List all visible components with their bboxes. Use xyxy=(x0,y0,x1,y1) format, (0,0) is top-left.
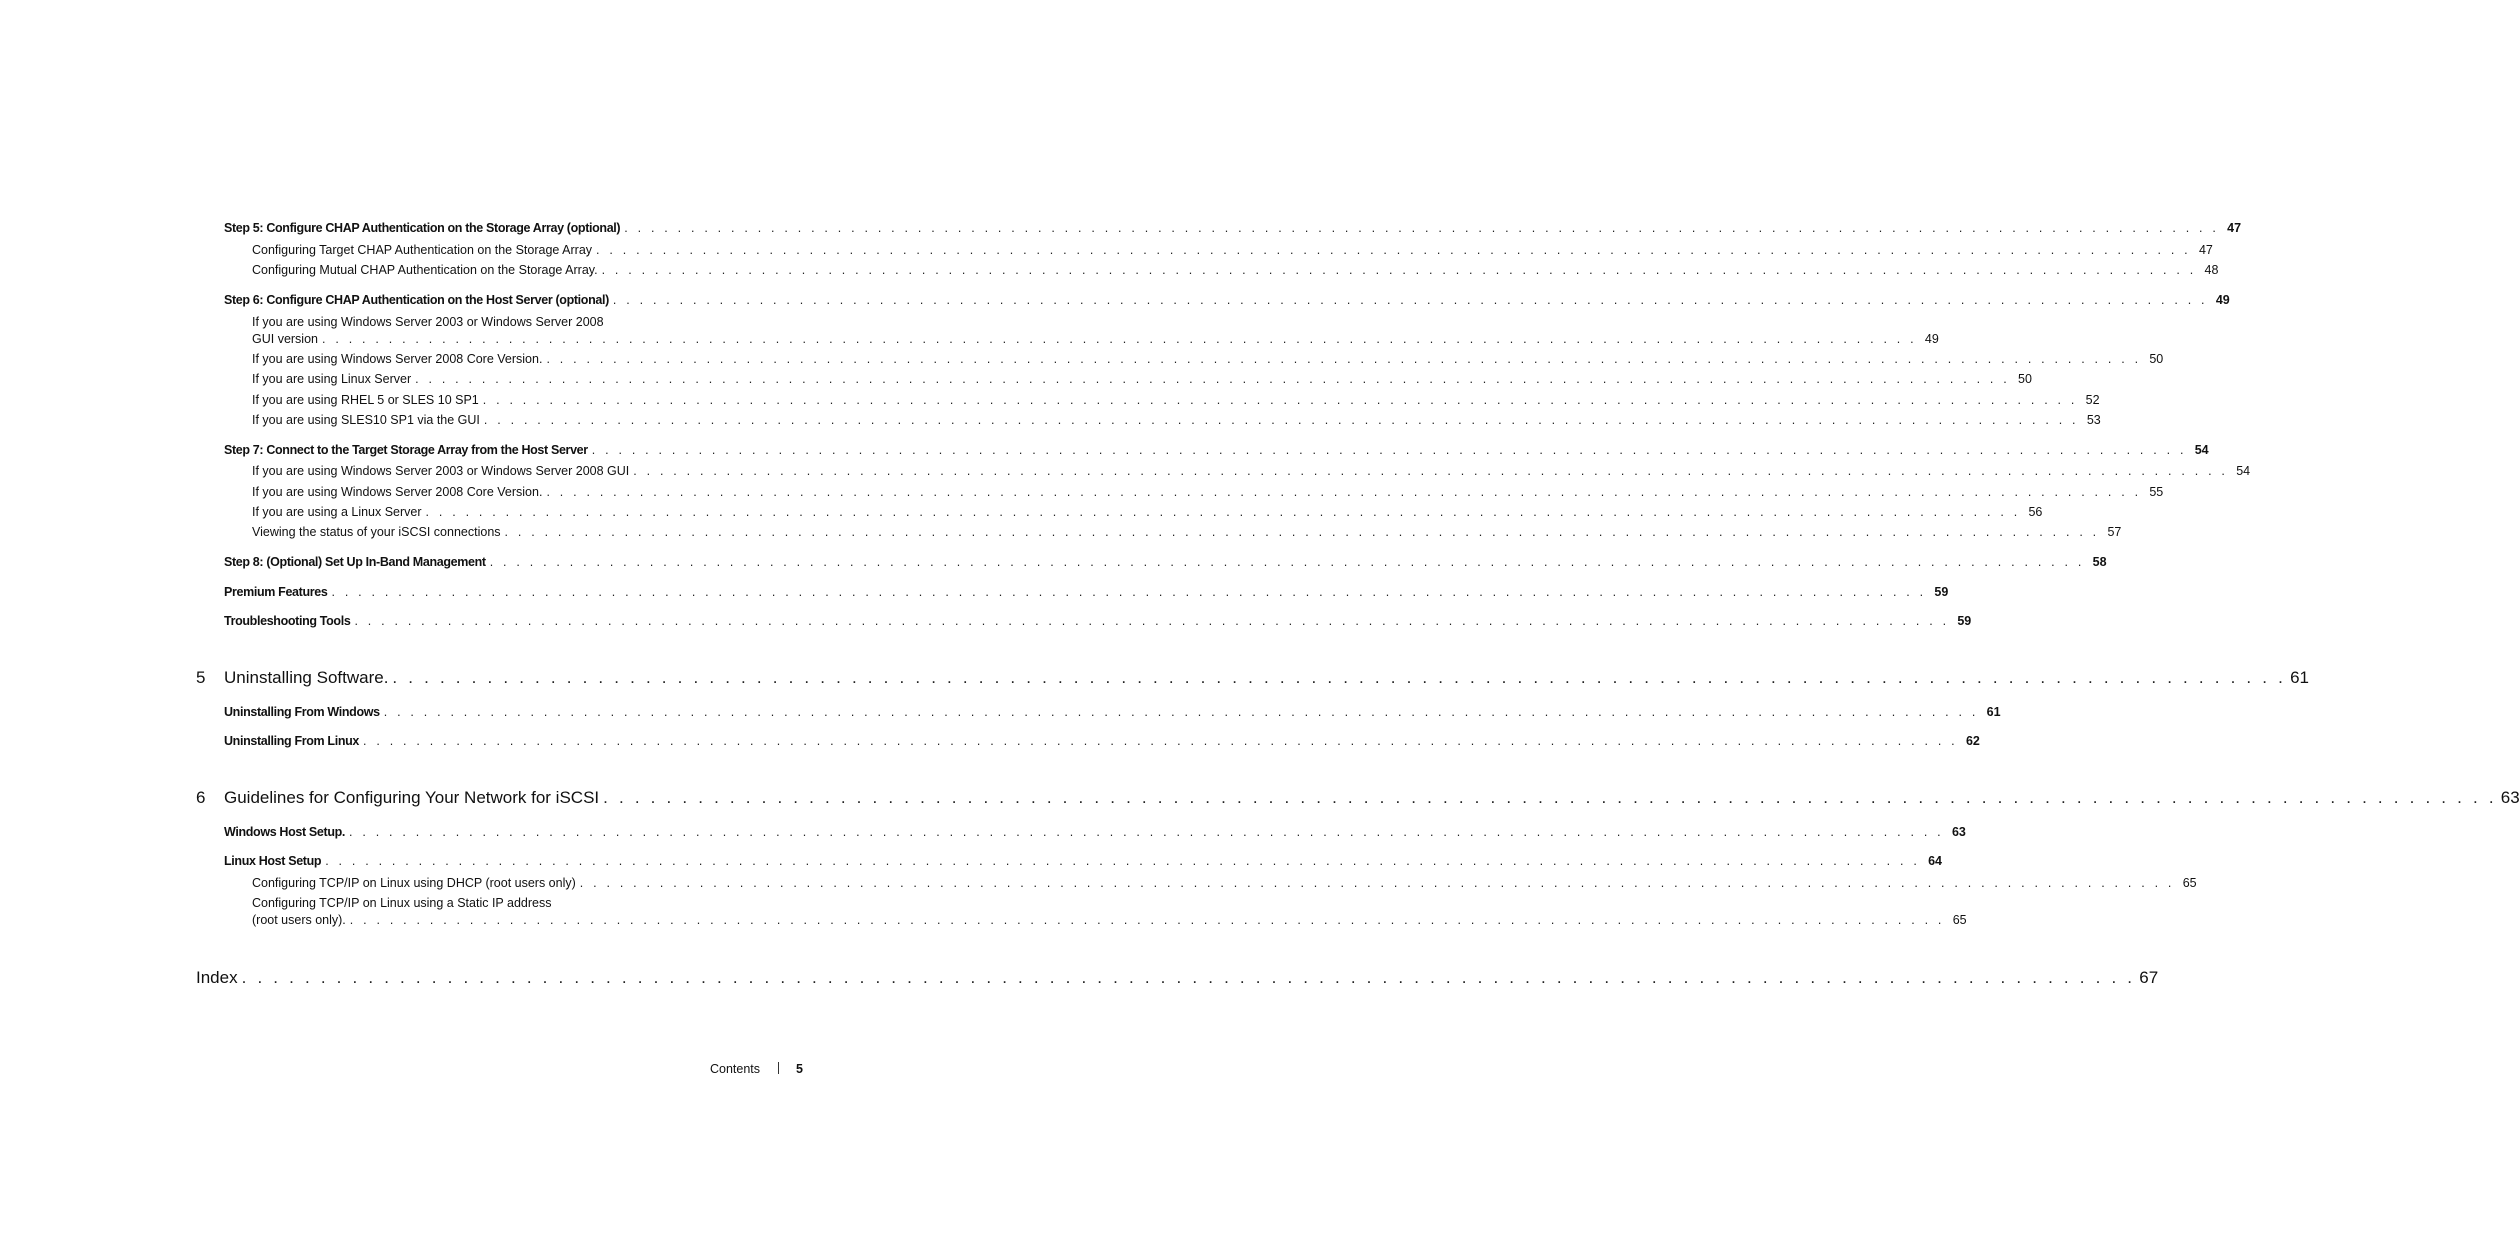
dot-leader: . . . . . . . . . . . . . . . . . . . . . . . . . . . . . . . . . . . . . . . . . . . . . . . . . . . . . . . . . . . . . . . . . . . . . . . . . . . . . . . . . . . . . . . . . . . . . . . . . . . . . . . . . . . . . . . . . . . . . . . . xyxy=(546,352,2142,366)
toc-subsection-entry[interactable] xyxy=(252,413,2101,427)
toc-entry-title: Step 5: Configure CHAP Authentication on the Storage Array (optional) xyxy=(224,221,621,235)
dot-leader: . . . . . . . . . . . . . . . . . . . . . . . . . . . . . . . . . . . . . . . . . . . . . . . . . . . . . . . . . . . . . . . . . . . . . . . . . . . . . . . . . . . . . . . . . . . . . . . . . . . . . . . . . . . . . . . . . . . . . . . . xyxy=(624,221,2220,235)
toc-page-number: 50 xyxy=(2018,372,2032,386)
toc-index-entry[interactable] xyxy=(196,968,2159,988)
dot-leader: . . . . . . . . . . . . . . . . . . . . . . . . . . . . . . . . . . . . . . . . . . . . . . . . . . . . . . . . . . . . . . . . . . . . . . . . . . . . . . . . . . . . . . . . . . . . . . . . . . . . . . . . . . . . . . . . . . . . . . . . xyxy=(596,243,2191,257)
toc-page-number: 48 xyxy=(2204,263,2219,277)
dot-leader: . . . . . . . . . . . . . . . . . . . . . . . . . . . . . . . . . . . . . . . . . . . . . . . . . . . . . . . . . . . . . . . . . . . . . . . . . . . . . . . . . . . . . . . . . . . . . . . . . . . . . . . . . . . . . . . . . . . . . . . . xyxy=(354,614,1950,628)
dot-leader: . . . . . . . . . . . . . . . . . . . . . . . . . . . . . . . . . . . . . . . . . . . . . . . . . . . . . . . . . . . . . . . . . . . . . . . . . . . . . . . . . . . . . . . . . . . . . . . . . . . . . . . . . . . . . . . . . . . . . . . . xyxy=(483,413,2079,427)
toc-page-number: 53 xyxy=(2086,413,2101,427)
toc-entry-title: Step 7: Connect to the Target Storage Array from the Host Server xyxy=(224,443,588,457)
dot-leader: . . . . . . . . . . . . . . . . . . . . . . . . . . . . . . . . . . . . . . . . . . . . . . . . . . . . . . . . . . . . . . . . . . . . . . . . . . . . . . . . . . . . . . . . . . . . . . . . . . . . . . . . . . . . . . . . . . . . . . . . xyxy=(482,393,2078,407)
toc-entry-title: Troubleshooting Tools xyxy=(224,614,351,628)
toc-subsection-entry[interactable] xyxy=(252,464,2251,478)
toc-page-number: 52 xyxy=(2085,393,2100,407)
toc-section-entry[interactable] xyxy=(224,614,1972,628)
toc-page-number: 61 xyxy=(1986,705,2001,719)
toc-section-entry[interactable] xyxy=(224,734,1980,748)
toc-page-number: 47 xyxy=(2227,221,2242,235)
toc-page-number: 54 xyxy=(2236,464,2251,478)
dot-leader: . . . . . . . . . . . . . . . . . . . . . . . . . . . . . . . . . . . . . . . . . . . . . . . . . . . . . . . . . . . . . . . . . . . . . . . . . . . . . . . . . . . . . . . . . . . . . . . . . . . . . . . . . . . . . . . . . . . . . . . . xyxy=(349,825,1944,839)
toc-section-entry[interactable] xyxy=(224,854,1943,868)
toc-entry-title: Step 6: Configure CHAP Authentication on the Host Server (optional) xyxy=(224,293,609,307)
dot-leader: . . . . . . . . . . . . . . . . . . . . . . . . . . . . . . . . . . . . . . . . . . . . . . . . . . . . . . . . . . . . . . . . . . . . . . . . . . . . . . . . . . . . . . . . . . . . . . . . . . . . . . . . . . . . . . . . . . . . . . . . xyxy=(331,585,1927,599)
dot-leader: . . . . . . . . . . . . . . . . . . . . . . . . . . . . . . . . . . . . . . . . . . . . . . . . . . . . . . . . . . . . . . . . . . . . . . . . . . . . . . . . . . . . . . . . . . . . . . . . . . . . . . . . . . . . . . . . . . . . . . . . xyxy=(363,734,1958,748)
toc-section-entry[interactable] xyxy=(224,293,2230,307)
toc-subsection-entry[interactable] xyxy=(252,525,2122,539)
toc-section-entry[interactable] xyxy=(224,555,2107,569)
toc-entry-title: If you are using Windows Server 2008 Core Version. xyxy=(252,485,543,499)
chapter-number: 6 xyxy=(196,788,206,807)
toc-entry-title: If you are using Windows Server 2003 or Windows Server 2008 GUI xyxy=(252,464,630,478)
dot-leader: . . . . . . . . . . . . . . . . . . . . . . . . . . . . . . . . . . . . . . . . . . . . . . . . . . . . . . . . . . . . . . . . . . . . . . . . . . . . . . . . . . . . . . . . . . . . . . . . . . . . . . . . . . . . . . . . . . . . . . . . xyxy=(241,968,2136,987)
toc-chapter-entry[interactable] xyxy=(196,668,2309,688)
toc-chapter-entry[interactable] xyxy=(196,788,2520,808)
toc-subsection-entry[interactable] xyxy=(252,393,2100,407)
toc-page-number: 65 xyxy=(2182,876,2197,890)
toc-subsection-entry[interactable] xyxy=(252,876,2197,890)
toc-entry-title: Viewing the status of your iSCSI connections xyxy=(252,525,501,539)
toc-entry-first-line: Configuring TCP/IP on Linux using a Static IP address xyxy=(252,896,552,910)
toc-page-number: 54 xyxy=(2194,443,2209,457)
toc-page-number: 62 xyxy=(1965,734,1980,748)
dot-leader: . . . . . . . . . . . . . . . . . . . . . . . . . . . . . . . . . . . . . . . . . . . . . . . . . . . . . . . . . . . . . . . . . . . . . . . . . . . . . . . . . . . . . . . . . . . . . . . . . . . . . . . . . . . . . . . . . . . . . . . . xyxy=(349,913,1945,927)
toc-page-number: 59 xyxy=(1957,614,1972,628)
toc-page-number: 63 xyxy=(2500,788,2520,807)
toc-entry-title: If you are using Linux Server xyxy=(252,372,412,386)
toc-entry-title: Uninstalling From Linux xyxy=(224,734,360,748)
toc-page-number: 59 xyxy=(1934,585,1949,599)
toc-page-number: 64 xyxy=(1928,854,1943,868)
toc-page-number: 63 xyxy=(1951,825,1966,839)
toc-subsection-entry[interactable] xyxy=(252,332,1939,346)
toc-entry-title: If you are using RHEL 5 or SLES 10 SP1 xyxy=(252,393,479,407)
toc-subsection-entry[interactable] xyxy=(252,352,2164,366)
toc-entry-title: Windows Host Setup. xyxy=(224,825,346,839)
toc-entry-title: Configuring Mutual CHAP Authentication on the Storage Array. xyxy=(252,263,598,277)
toc-page-number: 56 xyxy=(2028,505,2043,519)
toc-page-number: 47 xyxy=(2198,243,2213,257)
toc-section-entry[interactable] xyxy=(224,585,1949,599)
dot-leader: . . . . . . . . . . . . . . . . . . . . . . . . . . . . . . . . . . . . . . . . . . . . . . . . . . . . . . . . . . . . . . . . . . . . . . . . . . . . . . . . . . . . . . . . . . . . . . . . . . . . . . . . . . . . . . . . . . . . . . . . xyxy=(633,464,2229,478)
toc-page-number: 49 xyxy=(1924,332,1939,346)
dot-leader: . . . . . . . . . . . . . . . . . . . . . . . . . . . . . . . . . . . . . . . . . . . . . . . . . . . . . . . . . . . . . . . . . . . . . . . . . . . . . . . . . . . . . . . . . . . . . . . . . . . . . . . . . . . . . . . . . . . . . . . . xyxy=(579,876,2175,890)
toc-entry-title: Uninstalling Software. xyxy=(224,668,389,687)
toc-entry-title: Index xyxy=(196,968,238,987)
toc-entry-title: If you are using Windows Server 2008 Core Version. xyxy=(252,352,543,366)
dot-leader: . . . . . . . . . . . . . . . . . . . . . . . . . . . . . . . . . . . . . . . . . . . . . . . . . . . . . . . . . . . . . . . . . . . . . . . . . . . . . . . . . . . . . . . . . . . . . . . . . . . . . . . . . . . . . . . . . . . . . . . . xyxy=(612,293,2208,307)
dot-leader: . . . . . . . . . . . . . . . . . . . . . . . . . . . . . . . . . . . . . . . . . . . . . . . . . . . . . . . . . . . . . . . . . . . . . . . . . . . . . . . . . . . . . . . . . . . . . . . . . . . . . . . . . . . . . . . . . . . . . . . . xyxy=(504,525,2100,539)
toc-entry-title: If you are using SLES10 SP1 via the GUI xyxy=(252,413,480,427)
toc-entry-title: If you are using a Linux Server xyxy=(252,505,422,519)
toc-entry-title: Step 8: (Optional) Set Up In-Band Management xyxy=(224,555,486,569)
toc-subsection-entry[interactable] xyxy=(252,243,2213,257)
dot-leader: . . . . . . . . . . . . . . . . . . . . . . . . . . . . . . . . . . . . . . . . . . . . . . . . . . . . . . . . . . . . . . . . . . . . . . . . . . . . . . . . . . . . . . . . . . . . . . . . . . . . . . . . . . . . . . . . . . . . . . . . xyxy=(383,705,1979,719)
dot-leader: . . . . . . . . . . . . . . . . . . . . . . . . . . . . . . . . . . . . . . . . . . . . . . . . . . . . . . . . . . . . . . . . . . . . . . . . . . . . . . . . . . . . . . . . . . . . . . . . . . . . . . . . . . . . . . . . . . . . . . . . xyxy=(392,668,2287,687)
dot-leader: . . . . . . . . . . . . . . . . . . . . . . . . . . . . . . . . . . . . . . . . . . . . . . . . . . . . . . . . . . . . . . . . . . . . . . . . . . . . . . . . . . . . . . . . . . . . . . . . . . . . . . . . . . . . . . . . . . . . . . . . xyxy=(325,854,1921,868)
dot-leader: . . . . . . . . . . . . . . . . . . . . . . . . . . . . . . . . . . . . . . . . . . . . . . . . . . . . . . . . . . . . . . . . . . . . . . . . . . . . . . . . . . . . . . . . . . . . . . . . . . . . . . . . . . . . . . . . . . . . . . . . xyxy=(489,555,2085,569)
toc-section-entry[interactable] xyxy=(224,221,2242,235)
toc-page-number: 50 xyxy=(2149,352,2164,366)
dot-leader: . . . . . . . . . . . . . . . . . . . . . . . . . . . . . . . . . . . . . . . . . . . . . . . . . . . . . . . . . . . . . . . . . . . . . . . . . . . . . . . . . . . . . . . . . . . . . . . . . . . . . . . . . . . . . . . . . . . . . . . . xyxy=(546,485,2142,499)
toc-entry-title: (root users only). xyxy=(252,913,346,927)
toc-page-number: 57 xyxy=(2107,525,2122,539)
toc-section-entry[interactable] xyxy=(224,825,1966,839)
toc-page-number: 65 xyxy=(1952,913,1967,927)
toc-entry-title: Configuring Target CHAP Authentication on the Storage Array xyxy=(252,243,593,257)
toc-page-number: 58 xyxy=(2092,555,2107,569)
toc-section-entry[interactable] xyxy=(224,443,2209,457)
footer-separator xyxy=(778,1062,779,1074)
toc-subsection-entry[interactable] xyxy=(252,263,2219,277)
toc-section-entry[interactable] xyxy=(224,705,2001,719)
dot-leader: . . . . . . . . . . . . . . . . . . . . . . . . . . . . . . . . . . . . . . . . . . . . . . . . . . . . . . . . . . . . . . . . . . . . . . . . . . . . . . . . . . . . . . . . . . . . . . . . . . . . . . . . . . . . . . . . . . . . . . . . xyxy=(425,505,2021,519)
toc-subsection-entry[interactable] xyxy=(252,372,2032,386)
toc-subsection-entry[interactable] xyxy=(252,485,2164,499)
toc-page-number: 49 xyxy=(2215,293,2230,307)
toc-page-number: 55 xyxy=(2149,485,2164,499)
dot-leader: . . . . . . . . . . . . . . . . . . . . . . . . . . . . . . . . . . . . . . . . . . . . . . . . . . . . . . . . . . . . . . . . . . . . . . . . . . . . . . . . . . . . . . . . . . . . . . . . . . . . . . . . . . . . . . . . . . . . . . . . xyxy=(415,372,2010,386)
dot-leader: . . . . . . . . . . . . . . . . . . . . . . . . . . . . . . . . . . . . . . . . . . . . . . . . . . . . . . . . . . . . . . . . . . . . . . . . . . . . . . . . . . . . . . . . . . . . . . . . . . . . . . . . . . . . . . . . . . . . . . . . xyxy=(591,443,2187,457)
toc-subsection-entry[interactable] xyxy=(252,505,2043,519)
toc-page-number: 67 xyxy=(2139,968,2159,987)
page-footer xyxy=(710,1062,803,1076)
toc-entry-title: Configuring TCP/IP on Linux using DHCP (root users only) xyxy=(252,876,576,890)
toc-subsection-entry[interactable] xyxy=(252,913,1967,927)
toc-entry-title: Linux Host Setup xyxy=(224,854,322,868)
dot-leader: . . . . . . . . . . . . . . . . . . . . . . . . . . . . . . . . . . . . . . . . . . . . . . . . . . . . . . . . . . . . . . . . . . . . . . . . . . . . . . . . . . . . . . . . . . . . . . . . . . . . . . . . . . . . . . . . . . . . . . . . xyxy=(322,332,1917,346)
dot-leader: . . . . . . . . . . . . . . . . . . . . . . . . . . . . . . . . . . . . . . . . . . . . . . . . . . . . . . . . . . . . . . . . . . . . . . . . . . . . . . . . . . . . . . . . . . . . . . . . . . . . . . . . . . . . . . . . . . . . . . . . xyxy=(601,263,2197,277)
toc-entry-title: GUI version xyxy=(252,332,318,346)
chapter-number: 5 xyxy=(196,668,206,687)
footer-page-number: 5 xyxy=(796,1062,803,1076)
toc-entry-title: Uninstalling From Windows xyxy=(224,705,380,719)
toc-entry-title: Guidelines for Configuring Your Network for iSCSI xyxy=(224,788,600,807)
toc-entry-title: Premium Features xyxy=(224,585,328,599)
footer-section-label: Contents xyxy=(710,1062,761,1076)
toc-page-number: 61 xyxy=(2290,668,2309,687)
dot-leader: . . . . . . . . . . . . . . . . . . . . . . . . . . . . . . . . . . . . . . . . . . . . . . . . . . . . . . . . . . . . . . . . . . . . . . . . . . . . . . . . . . . . . . . . . . . . . . . . . . . . . . . . . . . . . . . . . . . . . . . . xyxy=(603,788,2497,807)
toc-entry-first-line: If you are using Windows Server 2003 or Windows Server 2008 xyxy=(252,315,604,329)
